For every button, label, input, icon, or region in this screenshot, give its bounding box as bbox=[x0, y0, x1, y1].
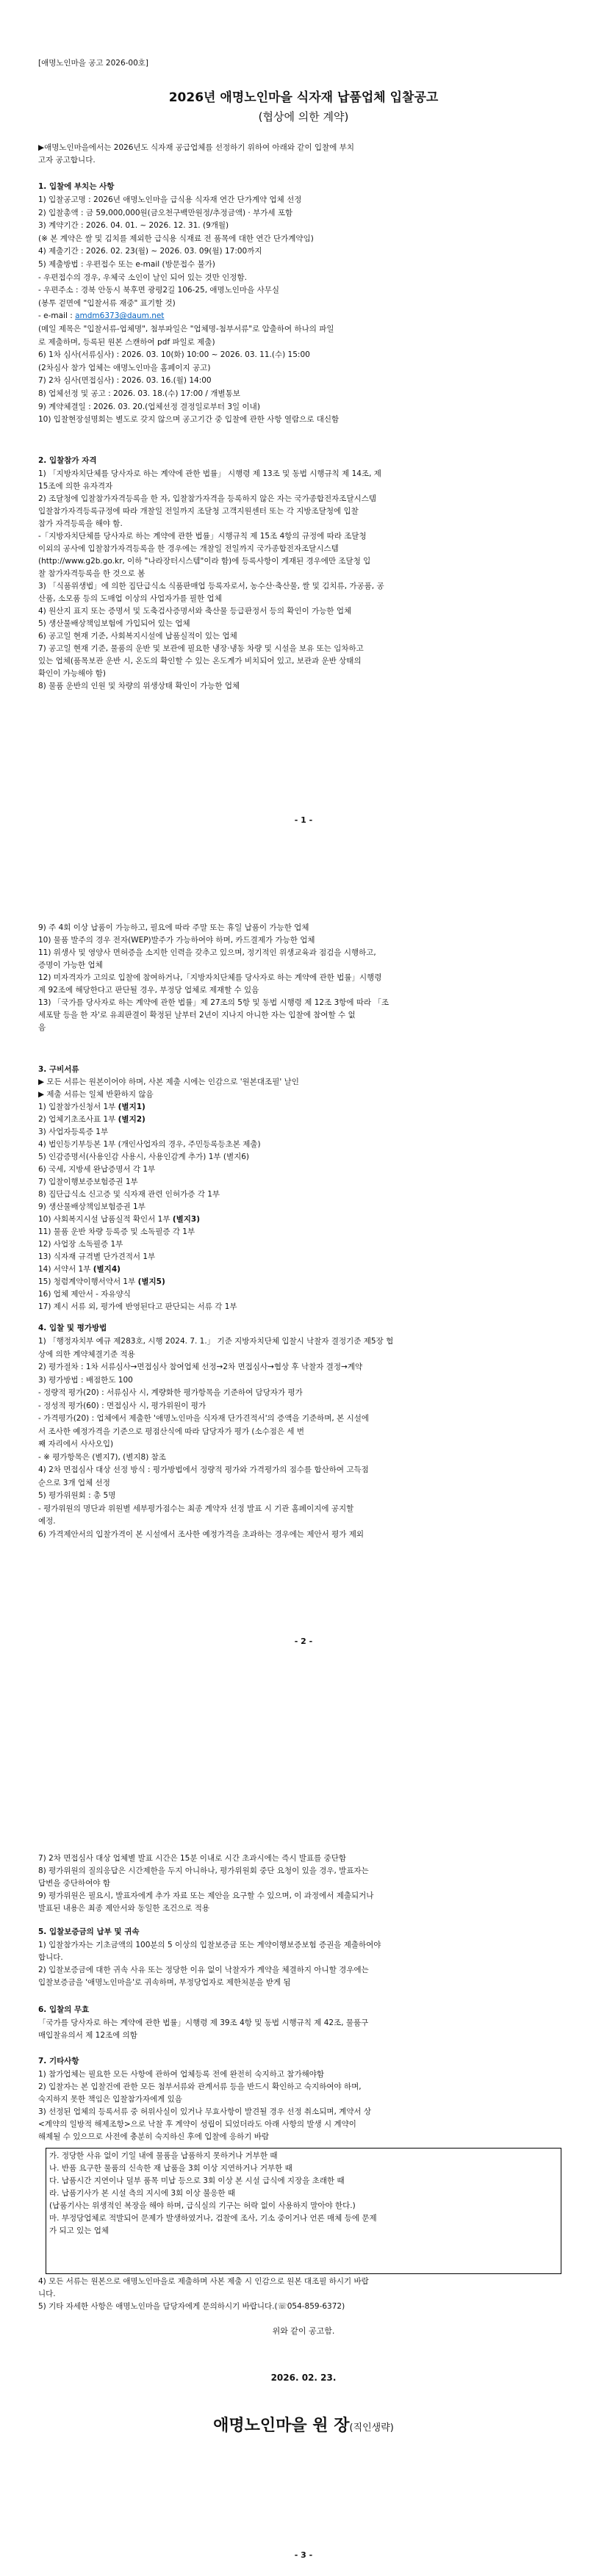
text-line: 있는 업체(품목보관 운반 시, 온도의 확인할 수 있는 온도계가 비치되어 있고, 보관과 운반 상태의 bbox=[38, 657, 362, 665]
text-line: 산품, 소모품 등의 도매업 이상의 사업자가를 필한 업체 bbox=[38, 594, 222, 603]
appendix-tag: (별지4) bbox=[93, 1265, 121, 1274]
appendix-tag: (별지1) bbox=[118, 1103, 146, 1111]
text-line: 5) 제출방법 : 우편접수 또는 e-mail (방문접수 불가) bbox=[38, 260, 215, 269]
text-line: 마. 부정당업체로 적발되어 문제가 발생하였거나, 검찰에 조사, 기소 중이거나 언론 매체 등에 문제 bbox=[49, 2214, 377, 2223]
text-line: 12) 미자격자가 고의로 입찰에 참여하거나,「지방자치단체를 당사자로 하는 계약에 관한 법률」시행령 bbox=[38, 973, 382, 982]
text-line: (http://www.g2b.go.kr, 이하 "나라장터시스템"이라 함)에 등록사항이 게재된 경우에만 조달청 입 bbox=[38, 557, 371, 566]
page-number: - 2 - bbox=[294, 1637, 313, 1646]
section-heading: 5. 입찰보증금의 납부 및 귀속 bbox=[38, 1927, 140, 1936]
text-line: 14) 서약서 1부 (별지4) bbox=[38, 1265, 121, 1274]
text-line: 1) 입찰참가자는 기초금액의 100분의 5 이상의 입찰보증금 또는 계약이행보증보험 증권을 제출하여야 bbox=[38, 1941, 381, 1949]
page-number: - 1 - bbox=[294, 815, 313, 825]
text-line: 4) 법인등기부등본 1부 (개인사업자의 경우, 주민등록등초본 제출) bbox=[38, 1140, 261, 1149]
text-line: 예정. bbox=[38, 1517, 56, 1526]
text-line: 숙지하지 못한 책임은 입찰참가자에게 있음 bbox=[38, 2095, 182, 2104]
notice-number: [애명노인마을 공고 2026-00호] bbox=[38, 59, 149, 68]
text-line: - 우편주소 : 경북 안동시 북후면 광평2길 106-25, 애명노인마을 사무실 bbox=[38, 286, 280, 295]
text-line: 2) 입찰자는 본 입찰건에 관한 모든 첨부서류와 관계서류 등을 반드시 확인하고 숙지하여야 하며, bbox=[38, 2082, 362, 2091]
text-line: 확인이 가능해야 함) bbox=[38, 669, 106, 678]
text-line: 제 92조에 해당한다고 판단될 경우, 부정당 업체로 제재할 수 있음 bbox=[38, 986, 259, 995]
text-line: 2) 입찰총액 : 금 59,000,000원(금오천구백만원정/추정금액) · 부가세 포함 bbox=[38, 208, 293, 217]
text-line: 3) 사업자등록증 1부 bbox=[38, 1128, 109, 1136]
text-line: 7) 입찰이행보증보험증권 1부 bbox=[38, 1177, 138, 1186]
text-line: 11) 물품 운반 차량 등록증 및 소독필증 각 1부 bbox=[38, 1227, 195, 1236]
text-line: 3) 선정된 업체의 등록서류 중 허위사실이 있거나 무효사항이 발견될 경우 선정 취소되며, 계약서 상 bbox=[38, 2107, 372, 2116]
text-line: 매입찰유의서 제 12조에 의함 bbox=[38, 2031, 137, 2040]
text-line: 10) 입찰현장설명회는 별도로 갖지 않으며 공고기간 중 입찰에 관한 사항 열람으로 대신함 bbox=[38, 415, 340, 425]
text-line: 4) 원산지 표지 또는 증명서 및 도축검사증명서와 축산물 등급판정서 등의 확인이 가능한 업체 bbox=[38, 607, 352, 616]
section-heading: 1. 입찰에 부치는 사항 bbox=[38, 182, 115, 191]
text-line: 입찰참가자격등록규정에 따라 개찰일 전일까지 조달청 고객지원센터 또는 각 지방조달청에 입찰 bbox=[38, 507, 359, 516]
text-line: 해제될 수 있으므로 사전에 충분히 숙지하신 후에 입찰에 응하기 바람 bbox=[38, 2132, 270, 2141]
text-line: -「지방자치단체를 당사자로 하는 계약에 관한 법률」시행규칙 제 15조 4항의 규정에 따라 조달청 bbox=[38, 532, 367, 541]
section-heading: 2. 입찰참가 자격 bbox=[38, 456, 97, 465]
text-line: 7) 2차 심사(면접심사) : 2026. 03. 16.(월) 14:00 bbox=[38, 376, 212, 386]
text-line: 9) 계약체결일 : 2026. 03. 20.(업체선정 결정일로부터 3일 이내) bbox=[38, 402, 260, 411]
seal-omitted: (직인생략) bbox=[349, 2422, 394, 2434]
note-line: ▶ 모든 서류는 원본이어야 하며, 사본 제출 시에는 인감으로 '원본대조필' 날인 bbox=[38, 1078, 299, 1086]
text-line: 9) 주 4회 이상 납품이 가능하고, 필요에 따라 주말 또는 휴일 납품이 가능한 업체 bbox=[38, 923, 309, 932]
text-line: - 평가위원의 명단과 위원별 세부평가점수는 최종 계약자 선정 발표 시 기관 홈페이지에 공지할 bbox=[38, 1504, 354, 1513]
page-number: - 3 - bbox=[294, 2550, 313, 2560]
text-line: 음 bbox=[38, 1023, 46, 1032]
text-line: 1) 「지방자치단체를 당사자로 하는 계약에 관한 법률」 시행령 제 13조 및 동법 시행규칙 제 14조, 제 bbox=[38, 469, 381, 478]
text-line: (메일 제목은 "입찰서류-업체명", 첨부파일은 "업체명-첨부서류"로 압출하여 하나의 파일 bbox=[38, 325, 334, 333]
text-line: 서 조사한 예정가격을 기준으로 평점산식에 따라 담당자가 평가 (소수점은 세 번 bbox=[38, 1426, 305, 1436]
text-line: (2차심사 참가 업체는 애명노인마을 홈페이지 공고) bbox=[38, 363, 211, 372]
text-line: 1) 참가업체는 필요한 모든 사항에 관하여 업체등록 전에 완전히 숙지하고 참가해야함 bbox=[38, 2070, 325, 2079]
signer-name: 애명노인마을 원 장 bbox=[213, 2417, 350, 2435]
text-line: 6) 국세, 지방세 완납증명서 각 1부 bbox=[38, 1165, 156, 1174]
text-line: 8) 업체선정 및 공고 : 2026. 03. 18.(수) 17:00 / 개별통보 bbox=[38, 389, 240, 398]
conditions-box bbox=[46, 2148, 561, 2274]
text-line: 1) 입찰참가신청서 1부 (별지1) bbox=[38, 1103, 146, 1111]
text-line: 순으로 3개 업체 선정 bbox=[38, 1478, 110, 1487]
intro-line: ▶애명노인마을에서는 2026년도 식자재 공급업체를 선정하기 위하여 아래와 같이 입찰에 부치 bbox=[38, 143, 354, 152]
text-line: 6) 1차 심사(서류심사) : 2026. 03. 10(화) 10:00 ~ 2026. 03. 11.(수) 15:00 bbox=[38, 350, 310, 360]
signature-block bbox=[0, 2413, 607, 2436]
text-line: 합니다. bbox=[38, 1953, 63, 1962]
text-line: 8) 집단급식소 신고증 및 식자재 관련 인허가증 각 1부 bbox=[38, 1190, 220, 1199]
text-line: 5) 생산물배상책임보험에 가입되어 있는 업체 bbox=[38, 619, 190, 628]
text-line: 가. 정당한 사유 없이 기일 내에 물품을 납품하지 못하거나 거부한 때 bbox=[49, 2151, 278, 2160]
text-line: 2) 업체기초조사표 1부 (별지2) bbox=[38, 1115, 146, 1124]
text-line: 11) 위생사 및 영양사 면허증을 소지한 인력을 갖추고 있으며, 정기적인 위생교육과 점검을 시행하고, bbox=[38, 948, 376, 957]
text-line: 참가 자격등록을 해야 함. bbox=[38, 519, 123, 528]
text-line: - 정성적 평가(60) : 면접심사 시, 평가위원이 평가 bbox=[38, 1401, 206, 1410]
text-line: 7) 2차 면접심사 대상 업체별 발표 시간은 15분 이내로 시간 초과시에는 즉시 발표를 중단함 bbox=[38, 1854, 347, 1863]
text-line: 3) 평가방법 : 배점한도 100 bbox=[38, 1375, 133, 1385]
email-link[interactable]: amdm6373@daum.net bbox=[75, 311, 165, 321]
text-line: 입찰보증금을 '애명노인마을'로 귀속하며, 부정당업자로 제한처분을 받게 됨 bbox=[38, 1978, 291, 1987]
note-line: ▶ 제출 서류는 일체 반환하지 않음 bbox=[38, 1090, 154, 1099]
text-line: 2) 입찰보증금에 대한 귀속 사유 또는 정당한 이유 없이 낙찰자가 계약을 체결하지 아니할 경우에는 bbox=[38, 1966, 369, 1974]
text-line: 5) 기타 자세한 사항은 애명노인마을 담당자에게 문의하시기 바랍니다.(☏054-859-6372) bbox=[38, 2302, 345, 2311]
text-line: 답변을 중단하여야 함 bbox=[38, 1879, 110, 1888]
text-line: 2) 조달청에 입찰참가자격등록을 한 자, 입찰참가자격을 등록하지 않은 자는 국가종합전자조달시스템 bbox=[38, 494, 377, 503]
text-line: 라. 납품기사가 본 시설 측의 지시에 3회 이상 불응한 때 bbox=[49, 2189, 236, 2198]
intro-line: 고자 공고합니다. bbox=[38, 156, 96, 165]
text-line: 상에 의한 계약체결기준 적용 bbox=[38, 1349, 135, 1359]
text-line: 9) 생산물배상책임보험증권 1부 bbox=[38, 1202, 146, 1211]
text-line: 다. 납품시간 지연이나 덜부 품목 미납 등으로 3회 이상 본 시설 급식에 지장을 초래한 때 bbox=[49, 2176, 345, 2185]
text-line: 이외의 공사에 입찰참가자격등록을 한 경우에는 개찰일 전일까지 국가종합전자조달시스템 bbox=[38, 544, 339, 553]
text-line: 8) 물품 운반의 인원 및 차량의 위생상태 확인이 가능한 업체 bbox=[38, 682, 240, 690]
text-line: - ※ 평가항목은 (별지7), (별지8) 참조 bbox=[38, 1452, 166, 1462]
text-line: 6) 공고일 현재 기준, 사회복지시설에 납품실적이 있는 업체 bbox=[38, 632, 237, 641]
text-line: 5) 인감증명서(사용인감 사용시, 사용인감계 추가) 1부 (별지6) bbox=[38, 1152, 250, 1161]
section-heading: 3. 구비서류 bbox=[38, 1065, 79, 1074]
text-line: 4) 2차 면접심사 대상 선정 방식 : 평가방법에서 정량적 평가와 가격평가의 점수를 합산하여 고득점 bbox=[38, 1465, 369, 1474]
text-line: 5) 평가위원회 : 총 5명 bbox=[38, 1491, 116, 1500]
notice-title: 2026년 애명노인마을 식자재 납품업체 입찰공고 bbox=[168, 90, 439, 105]
text-line: 1) 입찰공고명 : 2026년 애명노인마을 급식용 식자재 연간 단가계약 업체 선정 bbox=[38, 195, 302, 204]
text-line: 13) 「국가를 당사자로 하는 계약에 관한 법률」제 27조의 5항 및 동법 시행령 제 12조 3항에 따라 「조 bbox=[38, 998, 389, 1007]
text-line: - 가격평가(20) : 업체에서 제출한 '애명노인마을 식자재 단가견적서'의 증액을 기준하며, 본 시설에 bbox=[38, 1414, 369, 1423]
text-line: 9) 평가위원은 필요시, 발표자에게 추가 자료 또는 제안을 요구할 수 있으며, 이 과정에서 제출되거나 bbox=[38, 1891, 374, 1900]
text-line: 나. 반품 요구한 물품의 신속한 재 납품을 3회 이상 지연하거나 거부한 때 bbox=[49, 2164, 292, 2173]
text-line: 15) 청렴계약이행서약서 1부 (별지5) bbox=[38, 1277, 165, 1286]
text-line: 세포탈 등을 한 자'로 유죄판결이 확정된 날부터 2년이 지나지 아니한 자는 입찰에 참여할 수 없 bbox=[38, 1011, 356, 1020]
text-line: 15조에 의한 유자격자 bbox=[38, 482, 113, 491]
section-heading: 6. 입찰의 무효 bbox=[38, 2005, 90, 2014]
text-line: 16) 업체 제안서 - 자유양식 bbox=[38, 1290, 131, 1299]
text-line: 3) 「식품위생법」에 의한 집단급식소 식품판매업 등록자로서, 농수산·축산물, 쌀 및 김치류, 가공품, 공 bbox=[38, 582, 384, 591]
text-line: 10) 물품 발주의 경우 전자(WEP)발주가 가능하여야 하며, 카드결제가 가능한 업체 bbox=[38, 936, 315, 945]
text-line: 째 자리에서 사사오입) bbox=[38, 1440, 114, 1448]
section-heading: 4. 입찰 및 평가방법 bbox=[38, 1324, 107, 1332]
text-line: 「국가를 당사자로 하는 계약에 관한 법률」시행령 제 39조 4항 및 동법 시행규칙 제 42조, 물품구 bbox=[38, 2018, 369, 2027]
text-line: 로 제출하며, 등록된 원본 스캔하여 pdf 파일로 제출) bbox=[38, 337, 215, 347]
text-line: - 우편접수의 경우, 우체국 소인이 날인 되어 있는 것만 인정함. bbox=[38, 273, 247, 282]
text-line: (봉투 겉면에 "입찰서류 재중" 표기할 것) bbox=[38, 298, 176, 308]
section-heading: 7. 기타사항 bbox=[38, 2057, 79, 2066]
text-line: 8) 평가위원의 질의응답은 시간제한을 두지 아니하나, 평가위원회 중단 요청이 있을 경우, 발표자는 bbox=[38, 1866, 369, 1875]
text-line: 가 되고 있는 업체 bbox=[49, 2226, 109, 2235]
text-line: 니다. bbox=[38, 2290, 56, 2298]
closing-statement: 위와 같이 공고함. bbox=[272, 2326, 335, 2336]
text-line: - 정량적 평가(20) : 서류심사 시, 계량화한 평가항목을 기준하여 담당자가 평가 bbox=[38, 1388, 303, 1397]
text-line: 4) 모든 서류는 원본으로 애명노인마을로 제출하며 사본 제출 시 인감으로 원본 대조필 하시기 바랍 bbox=[38, 2277, 369, 2286]
text-line: <계약의 일방적 해제조항>으로 낙찰 후 계약이 성립이 되었더라도 아래 사항의 발생 시 계약이 bbox=[38, 2120, 356, 2129]
text-line: 12) 사업장 소독필증 1부 bbox=[38, 1240, 123, 1249]
text-line: 10) 사회복지시설 납품실적 확인서 1부 (별지3) bbox=[38, 1215, 201, 1224]
text-line: (납품기사는 위생적인 복장을 해야 하며, 급식실의 기구는 허락 없이 사용하지 말아야 한다.) bbox=[49, 2201, 356, 2210]
notice-date: 2026. 02. 23. bbox=[270, 2373, 337, 2383]
text-line: 발표된 내용은 최종 제안서와 동일한 조건으로 적용 bbox=[38, 1904, 210, 1913]
appendix-tag: (별지2) bbox=[118, 1115, 146, 1124]
text-line: (※ 본 계약은 쌀 및 김치를 제외한 급식용 식재료 전 품목에 대한 연간 단가계약임) bbox=[38, 234, 314, 243]
notice-subtitle: (협상에 의한 계약) bbox=[258, 110, 349, 123]
text-line: 2) 평가절차 : 1차 서류심사→면접심사 참여업체 선정→2차 면접심사→협상 후 낙찰자 결정→계약 bbox=[38, 1363, 363, 1371]
text-line: 17) 제시 서류 외, 평가에 반영된다고 판단되는 서류 각 1부 bbox=[38, 1302, 237, 1311]
text-line: 4) 제출기간 : 2026. 02. 23(월) ~ 2026. 03. 09(월) 17:00까지 bbox=[38, 247, 262, 256]
text-line: 7) 공고일 현재 기준, 물품의 운반 및 보관에 필요한 냉장·냉동 차량 및 시설을 보유 또는 임차하고 bbox=[38, 644, 364, 653]
text-line: 6) 가격제안서의 입찰가격이 본 시설에서 조사한 예정가격을 초과하는 경우에는 제안서 평가 제외 bbox=[38, 1529, 364, 1539]
text-line: 3) 계약기간 : 2026. 04. 01. ~ 2026. 12. 31. (9개월) bbox=[38, 221, 229, 231]
appendix-tag: (별지5) bbox=[137, 1277, 165, 1286]
text-line: 13) 식자재 규격별 단가견적서 1부 bbox=[38, 1252, 156, 1261]
text-line: 1) 「행정자치부 예규 제283호, 시행 2024. 7. 1.」 기준 지방자치단체 입찰시 낙찰자 결정기준 제5장 협 bbox=[38, 1337, 394, 1346]
text-line: - e-mail : amdm6373@daum.net bbox=[38, 311, 165, 321]
text-line: 증명이 가능한 업체 bbox=[38, 961, 103, 970]
text-line: 찰 참가자격등록을 한 것으로 봄 bbox=[38, 569, 146, 578]
appendix-tag: (별지3) bbox=[172, 1215, 201, 1224]
